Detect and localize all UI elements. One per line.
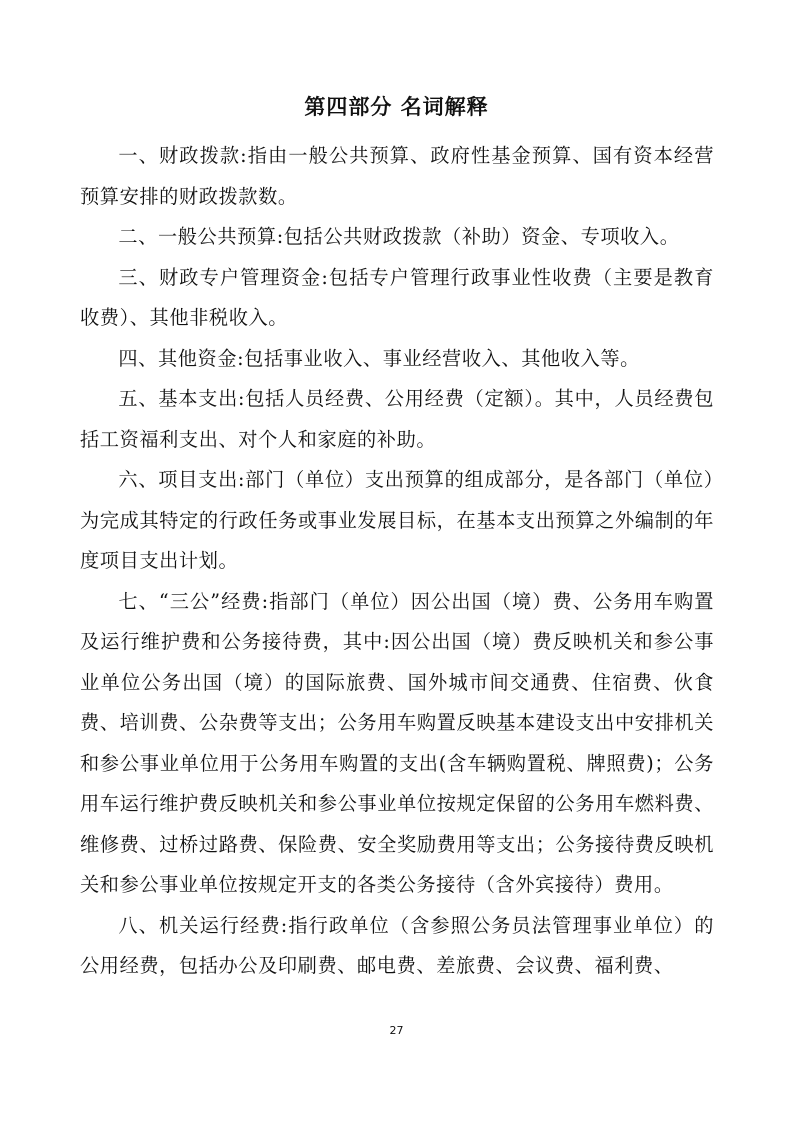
paragraph-special-account-funds: 三、财政专户管理资金:包括专户管理行政事业性收费（主要是教育收费）、其他非税收入。 (80, 265, 714, 329)
paragraph-basic-expenditure: 五、基本支出:包括人员经费、公用经费（定额）。其中，人员经费包括工资福利支出、对个人和家庭的补助。 (80, 387, 714, 451)
page-number: 27 (389, 1024, 404, 1037)
paragraph-project-expenditure: 六、项目支出:部门（单位）支出预算的组成部分，是各部门（单位）为完成其特定的行政任务或事业发展目标，在基本支出预算之外编制的年度项目支出计划。 (80, 468, 714, 572)
document-body (80, 136, 714, 987)
paragraph-agency-operating-expenses: 八、机关运行经费:指行政单位（含参照公务员法管理事业单位）的公用经费，包括办公及印刷费、邮电费、差旅费、会议费、福利费、 (80, 913, 714, 977)
paragraph-three-public-expenses: 七、“三公”经费:指部门（单位）因公出国（境）费、公务用车购置及运行维护费和公务接待费，其中:因公出国（境）费反映机关和参公事业单位公务出国（境）的国际旅费、国外城市间交通费、住宿费、伙食费、培训费、公杂费等支出；公务用车购置反映基本建设支出中安排机关和参公事业单位用于公务用车购置的支出(含车辆购置税、牌照费)；公务用车运行维护费反映机关和参公事业单位按规定保留的公务用车燃料费、维修费、过桥过路费、保险费、安全奖励费用等支出；公务接待费反映机关和参公事业单位按规定开支的各类公务接待（含外宾接待）费用。 (80, 589, 714, 896)
paragraph-other-funds: 四、其他资金:包括事业收入、事业经营收入、其他收入等。 (118, 346, 640, 370)
paragraph-general-public-budget: 二、一般公共预算:包括公共财政拨款（补助）资金、专项收入。 (118, 225, 680, 248)
paragraph-fiscal-appropriation: 一、财政拨款:指由一般公共预算、政府性基金预算、国有资本经营预算安排的财政拨款数。 (80, 144, 714, 208)
section-title: 第四部分 名词解释 (304, 95, 489, 119)
